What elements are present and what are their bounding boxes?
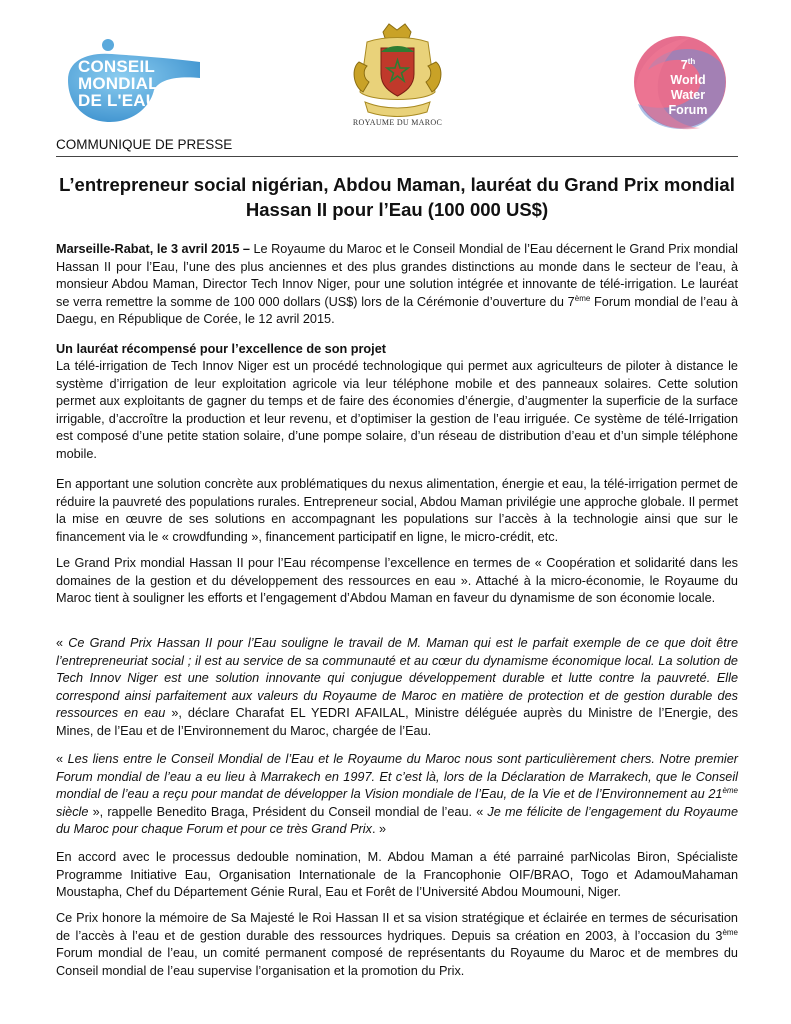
royal-crest-icon (345, 22, 450, 117)
quote-text-second: Je me félicite de l’engagement du Royaume du Maroc pour chaque Forum et pour ce très Grand Prix (56, 804, 739, 837)
quote-attribution: », déclare Charafat EL YEDRI AFAILAL, Ministre déléguée auprès du Ministre de l’Energie, des Mines, de l’Eau et de l’Environnement du Maroc, chargée de l’Eau. (56, 706, 738, 738)
royaume-du-maroc-logo (345, 22, 450, 132)
history-text-end: Forum mondial de l’eau, un comité permanent composé de représentants du Royaume du Maroc et de membres du Conseil mondial de l’eau supervise l’organisation et la promotion du Prix. (56, 946, 738, 978)
conseil-mondial-logo (60, 38, 210, 128)
ordinal-suffix: ème (574, 293, 591, 303)
crest-caption: ROYAUME DU MAROC (352, 118, 443, 127)
history-text: Ce Prix honore la mémoire de Sa Majesté le Roi Hassan II et sa vision stratégique et éclairée en termes de sécurisation de l’accès à l’eau et de gestion durable des ressources hydriques. Depuis sa création en 2003, à l’occasion du 3 (56, 911, 738, 943)
paragraph-nomination: En accord avec le processus dedouble nomination, M. Abdou Maman a été parrainé parNicolas Biron, Spécialiste Programme Initiative Eau, Organisation Internationale de la Francophonie OIF/BRAO, Togo et AdamouMahaman Moustapha, Chef du Département Génie Rural, Eau et Forêt de l’Université Abdou Moumouni, Niger. (56, 850, 738, 900)
wwf-line: Water (670, 88, 706, 103)
conseil-mondial-wordmark (78, 58, 159, 109)
ordinal-suffix: ème (722, 927, 738, 937)
logo-left-line: MONDIAL (78, 74, 159, 93)
quote-text-end: siècle (56, 804, 89, 819)
section-heading: Un lauréat récompensé pour l’excellence de son projet (56, 342, 386, 356)
logo-left-line: DE L'EAU (78, 91, 159, 110)
intro-paragraph (56, 241, 738, 329)
release-label: COMMUNIQUE DE PRESSE (56, 137, 233, 152)
wwf-number: 7 (680, 58, 688, 73)
wwf-line: Forum (668, 103, 708, 118)
wwf-line: World (670, 73, 706, 88)
intro-text-end: Forum mondial de l’eau à Daegu, en République de Corée, le 12 avril 2015. (56, 294, 739, 327)
paragraph-grand-prix: Le Grand Prix mondial Hassan II pour l’Eau récompense l’excellence en termes de « Coopération et solidarité dans les domaines de la gestion et du développement des ressources en eau ». Attaché à la micro-économie, le Royaume du Maroc tient à souligner les efforts et l’engagement d’Abdou Maman en faveur du dynamisme de son économie locale. (56, 556, 738, 606)
wwf-number-suffix: th (687, 57, 696, 66)
intro-text: Le Royaume du Maroc et le Conseil Mondial de l’Eau décernent le Grand Prix mondial Hassan II pour l’Eau, l’une des plus anciennes et des plus grandes distinctions au monde dans le secteur de l’eau, à monsieur Abdou Maman, Director Tech Innov Niger, pour une solution intégrée et innovante de télé-irrigation. Le lauréat se verra remettre la somme de 100 000 dollars (US$) lors de la Cérémonie d’ouverture du 7 (56, 242, 738, 309)
quote-minister (56, 635, 738, 741)
paragraph-history (56, 910, 738, 980)
quote-close: . » (371, 822, 387, 837)
quote-open: « (56, 636, 69, 650)
logo-left-line: CONSEIL (78, 57, 155, 76)
quote-text: Ce Grand Prix Hassan II pour l’Eau souligne le travail de M. Maman qui est le parfait exemple de ce que doit être l’entrepreneuriat social ; il est au service de sa communauté et au cœur du dynamisme économique local. La solution de Tech Innov Niger est une solution innovante qui conjugue développement durable et lutte contre la pauvreté. Elle correspond ainsi parfaitement aux valeurs du Royaume de Maroc en matière de protection et de gestion durable des ressources en eau (56, 636, 738, 721)
page-title: L’entrepreneur social nigérian, Abdou Maman, lauréat du Grand Prix mondial Hassan II pour l’Eau (100 000 US$) (59, 174, 735, 220)
paragraph-tele-irrigation: La télé-irrigation de Tech Innov Niger est un procédé technologique qui permet aux agriculteurs de piloter à distance le système d’irrigation de leur exploitation agricole via leur téléphone mobile et des panneaux solaires. Cette solution permet aux exploitants de gagner du temps et de faire des économies d’énergie, d’augmenter la superficie de la surface irrigable, d’accroître la production et leur revenu, et d’optimiser la gestion de l’eau irriguée. Ce système de télé-Irrigation est composé d’une petite station solaire, d’une pompe solaire, d’un réseau de distribution d’eau et d’un simple téléphone mobile. (56, 359, 738, 461)
dateline: Marseille-Rabat, le 3 avril 2015 – (56, 242, 250, 256)
wwf-wordmark (642, 54, 734, 118)
wwf-edition (642, 54, 734, 73)
quote-president (56, 751, 738, 839)
paragraph-solution: En apportant une solution concrète aux problématiques du nexus alimentation, énergie et eau, la télé-irrigation permet de réduire la pauvreté des populations rurales. Entrepreneur social, Abdou Maman privilégie une approche globale. Il permet la mise en œuvre de ses solutions en accompagnant les populations sur l’accès à la technologie ainsi que sur le financement via le « crowdfunding », financement participatif en ligne, le micro-crédit, etc. (56, 477, 739, 544)
quote-open: « (56, 752, 68, 766)
quote-text: Les liens entre le Conseil Mondial de l’Eau et le Royaume du Maroc nous sont particulièrement chers. Notre premier Forum mondial de l’eau a eu lieu à Marrakech en 1997. Et c’est là, lors de la Déclaration de Marrakech, que le Conseil mondial de l’eau a reçu pour mandat de développer la Vision mondiale de l’Eau, de la Vie et de l’Environnement au 21 (56, 752, 738, 802)
quote-attribution: », rappelle Benedito Braga, Président du Conseil mondial de l’eau. « (88, 804, 488, 819)
ordinal-suffix: ème (722, 785, 738, 795)
world-water-forum-logo (628, 30, 738, 140)
header-divider (56, 156, 738, 157)
